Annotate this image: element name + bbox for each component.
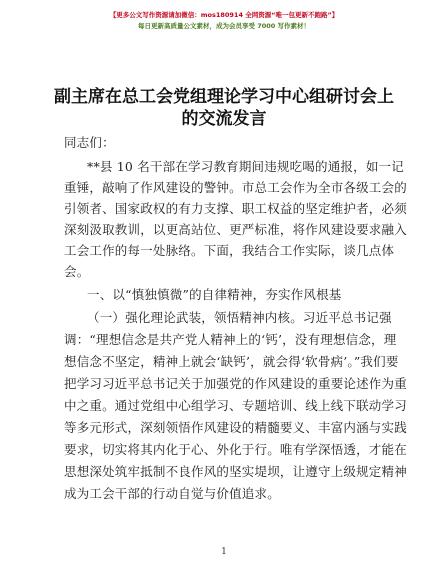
body-line: 等多元形式，深刻领悟作风建设的精髓要义、丰富内涵与实践: [64, 420, 407, 435]
body-line: 重锤，敲响了作风建设的警钟。市总工会作为全市各级工会的: [64, 180, 407, 195]
body-line: 引领者、国家政权的有力支撑、职工权益的坚定维护者，必须: [64, 201, 407, 216]
greeting: 同志们：: [64, 135, 115, 150]
body-line: **县 10 名干部在学习教育期间违规吃喝的通报，如一记: [87, 159, 404, 174]
ad-banner-line-2: 每日更新高质量公文素材，成为会员享受 7000 写作素材！: [137, 22, 311, 30]
title-line-1: 副主席在总工会党组理论学习中心组研讨会上: [54, 87, 394, 107]
body-line: 中之重。通过党组中心组学习、专题培训、线上线下联动学习: [64, 398, 407, 413]
page-number: 1: [221, 547, 227, 557]
page-title: [40, 86, 408, 130]
body-line: 想信念不坚定，精神上就会‘缺钙’，就会得‘软骨病’。”我们要: [64, 354, 399, 369]
title-line-2: 的交流发言: [181, 109, 267, 129]
ad-banner-line-1: 【更多公文写作资源请加微信：mos180914 全网资源“唯一包更新不跑路”】: [109, 11, 339, 19]
body-line: 深刻汲取教训，以更高站位、更严标准，将作风建设要求融入: [64, 222, 407, 237]
body-line: 把学习习近平总书记关于加强党的作风建设的重要论述作为重: [64, 376, 407, 391]
section-heading: 一、以“慎独慎微”的自律精神，夯实作风根基: [87, 287, 342, 302]
body-line: 调：“理想信念是共产党人精神上的‘钙’，没有理想信念，理: [64, 332, 397, 347]
body-line: 会。: [64, 264, 90, 279]
body-line: 成为工会干部的行动自觉与价值追求。: [64, 486, 280, 501]
subsection-line: （一）强化理论武装，领悟精神内核。习近平总书记强: [87, 310, 392, 325]
body-line: 工会工作的每一处脉络。下面，我结合工作实际，谈几点体: [64, 243, 395, 258]
body-line: 思想深处筑牢抵制不良作风的坚实堤坝，让遵守上级规定精神: [64, 464, 407, 479]
body-line: 要求，切实将其内化于心、外化于行。唯有学深悟透，才能在: [64, 442, 407, 457]
